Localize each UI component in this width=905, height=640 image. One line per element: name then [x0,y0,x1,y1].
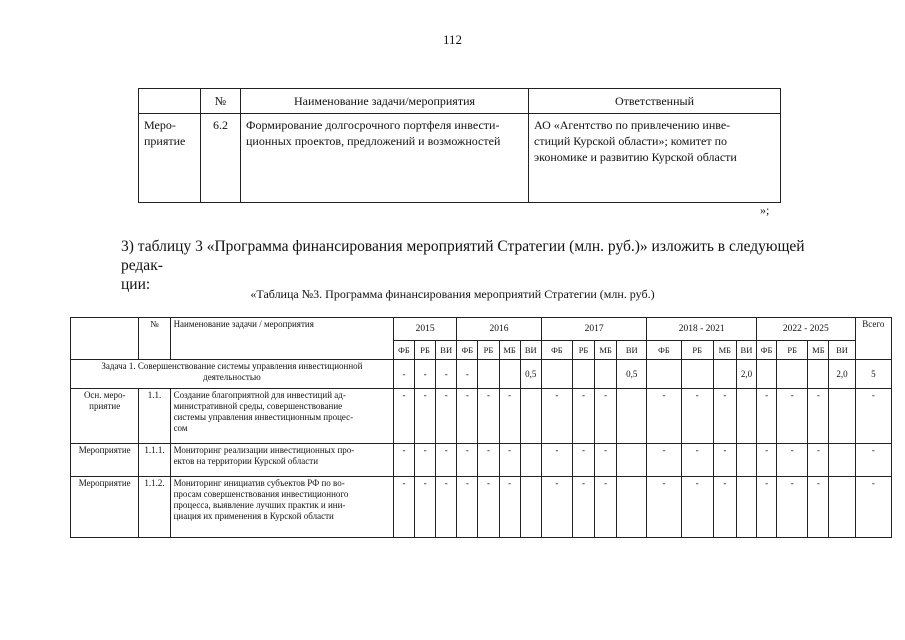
source-header-cell: РБ [777,341,808,360]
value-cell [617,477,647,538]
row-type: Осн. меро- приятие [71,389,139,444]
source-header-cell: ФБ [393,341,414,360]
header-cell: № [201,89,241,114]
value-cell: - [393,444,414,477]
year-2018-2021: 2018 - 2021 [647,318,757,341]
value-cell: - [436,360,457,389]
source-header-cell: МБ [808,341,829,360]
value-cell: - [572,444,594,477]
row-number: 1.1.2. [139,477,170,538]
source-header-cell: ВИ [436,341,457,360]
header-name: Наименование задачи / мероприятия [170,318,393,360]
value-cell [829,444,855,477]
header-cell: Наименование задачи/мероприятия [241,89,529,114]
row-name: Мониторинг инициатив субъектов РФ по во- просам совершенствования инвестиционного процесса, выявление лучших практик и ини- циация их применения в Курской области [170,477,393,538]
value-cell: - [393,360,414,389]
row-type: Меро- приятие [139,114,201,203]
value-cell: - [499,444,520,477]
value-cell: - [415,389,436,444]
value-cell: - [681,444,713,477]
value-cell [681,360,713,389]
value-cell: - [436,389,457,444]
value-cell [572,360,594,389]
value-cell [520,477,541,538]
value-cell [520,444,541,477]
value-cell [595,360,617,389]
table-row [71,477,892,538]
value-cell [541,360,572,389]
value-cell: - [436,444,457,477]
value-cell: - [647,477,681,538]
value-cell [757,360,777,389]
amendment-paragraph: 3) таблицу 3 «Программа финансирования мероприятий Стратегии (млн. руб.)» изложить в следующей редак- ции: [121,238,805,293]
value-cell: - [415,477,436,538]
value-cell: - [478,477,499,538]
value-cell: - [541,444,572,477]
source-header-cell: ВИ [736,341,756,360]
value-cell: - [572,389,594,444]
value-cell: - [777,444,808,477]
table-caption: «Таблица №3. Программа финансирования мероприятий Стратегии (млн. руб.) [250,287,655,301]
value-cell [829,477,855,538]
value-cell: - [457,360,478,389]
value-cell: - [478,444,499,477]
row-type: Мероприятие [71,444,139,477]
responsibility-table [138,88,781,203]
source-header-cell: РБ [572,341,594,360]
value-cell: - [436,477,457,538]
value-cell: - [415,444,436,477]
row-type: Мероприятие [71,477,139,538]
year-header-row [71,318,892,341]
value-cell: - [777,389,808,444]
table-row [71,444,892,477]
source-header-cell: МБ [713,341,736,360]
header-total: Всего [855,318,891,360]
value-cell: - [457,389,478,444]
source-header-cell: ВИ [520,341,541,360]
value-cell [499,360,520,389]
total-cell: - [855,477,891,538]
source-header-cell: ФБ [541,341,572,360]
value-cell [736,444,756,477]
source-header-cell: МБ [499,341,520,360]
source-header-cell: РБ [415,341,436,360]
value-cell: - [478,389,499,444]
header-cell: Ответственный [529,89,781,114]
value-cell: - [415,360,436,389]
value-cell: - [681,477,713,538]
source-header-cell: РБ [478,341,499,360]
header-cell [139,89,201,114]
value-cell: - [393,389,414,444]
value-cell: - [541,477,572,538]
value-cell [647,360,681,389]
value-cell: - [541,389,572,444]
value-cell: - [713,389,736,444]
header-cell [71,318,139,360]
row-name: Формирование долгосрочного портфеля инвести- ционных проектов, предложений и возможностей [241,114,529,203]
value-cell: 2,0 [829,360,855,389]
value-cell [617,389,647,444]
value-cell [808,360,829,389]
value-cell [829,389,855,444]
year-2015: 2015 [393,318,456,341]
value-cell: - [595,477,617,538]
value-cell [478,360,499,389]
value-cell: - [808,389,829,444]
closing-quote: »; [760,203,770,217]
value-cell: - [572,477,594,538]
value-cell: - [595,389,617,444]
value-cell: - [713,444,736,477]
value-cell: - [647,389,681,444]
value-cell: - [499,389,520,444]
value-cell [617,444,647,477]
value-cell: - [595,444,617,477]
value-cell: - [808,444,829,477]
row-name: Создание благоприятной для инвестиций ад- министративной среды, совершенствование системы управления инвестиционным процес- сом [170,389,393,444]
source-header-cell: ВИ [617,341,647,360]
table-header-row [139,89,781,114]
value-cell: - [757,444,777,477]
task-label: Задача 1. Совершенствование системы управления инвестиционной деятельностью [71,360,394,389]
row-responsible: АО «Агентство по привлечению инве- стиций Курской области»; комитет по экономике и развитию Курской области [529,114,781,203]
row-number: 1.1. [139,389,170,444]
value-cell: - [647,444,681,477]
source-header-cell: ВИ [829,341,855,360]
value-cell: 0,5 [520,360,541,389]
value-cell: - [457,477,478,538]
value-cell: - [808,477,829,538]
row-name: Мониторинг реализации инвестиционных про- ектов на территории Курской области [170,444,393,477]
value-cell [736,389,756,444]
table-row [71,389,892,444]
value-cell: - [457,444,478,477]
value-cell: - [777,477,808,538]
source-header-cell: МБ [595,341,617,360]
total-cell: - [855,444,891,477]
page-number: 112 [442,32,463,47]
source-header-cell: ФБ [457,341,478,360]
row-number: 6.2 [201,114,241,203]
year-2016: 2016 [457,318,542,341]
value-cell [713,360,736,389]
header-number: № [139,318,170,360]
row-number: 1.1.1. [139,444,170,477]
source-header-cell: ФБ [647,341,681,360]
year-2022-2025: 2022 - 2025 [757,318,856,341]
total-cell: 5 [855,360,891,389]
year-2017: 2017 [541,318,647,341]
task-row [71,360,892,389]
value-cell: - [757,389,777,444]
value-cell: - [393,477,414,538]
value-cell: 2,0 [736,360,756,389]
total-cell: - [855,389,891,444]
value-cell: - [499,477,520,538]
value-cell: - [757,477,777,538]
value-cell [777,360,808,389]
value-cell: - [681,389,713,444]
value-cell [736,477,756,538]
value-cell: - [713,477,736,538]
financing-table [70,317,892,538]
value-cell: 0,5 [617,360,647,389]
table-row [139,114,781,203]
source-header-cell: ФБ [757,341,777,360]
value-cell [520,389,541,444]
source-header-cell: РБ [681,341,713,360]
